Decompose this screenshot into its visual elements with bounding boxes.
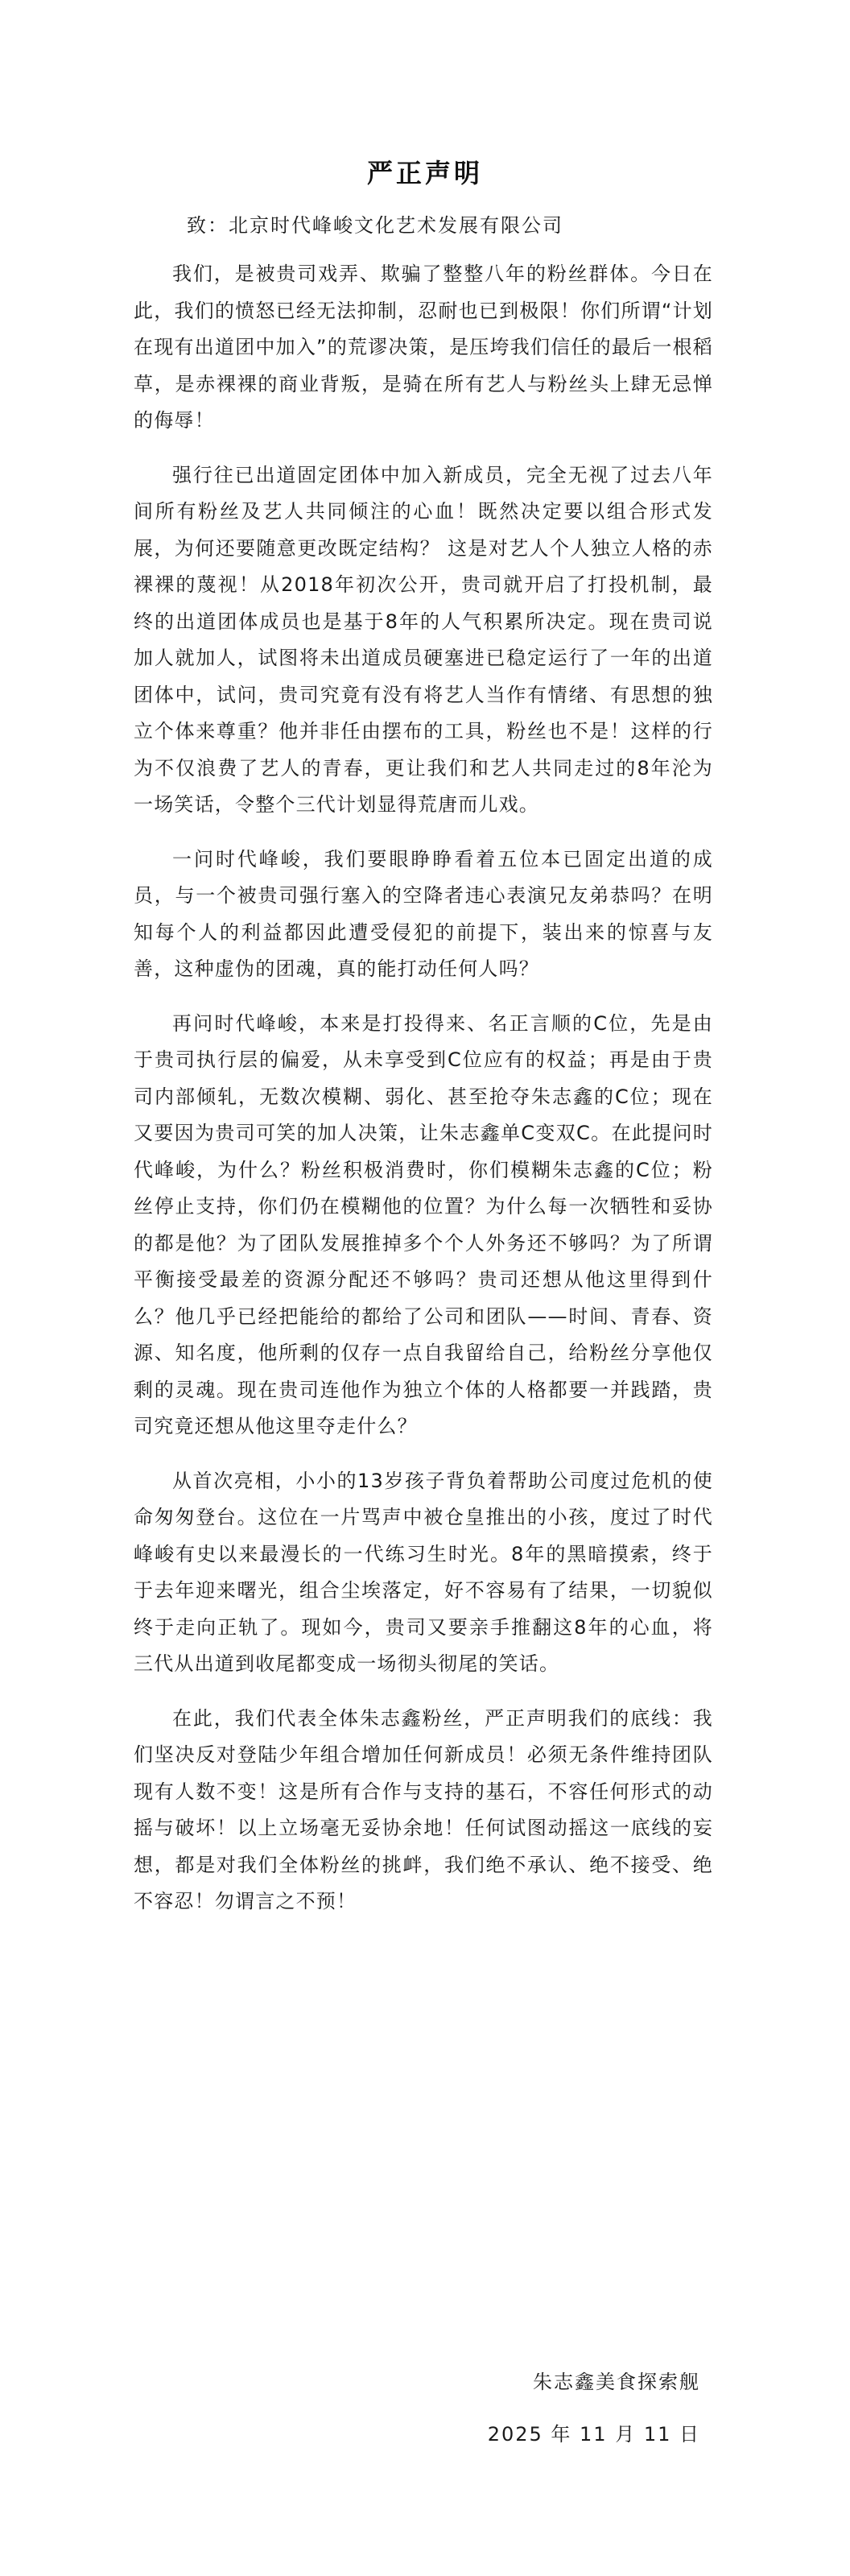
paragraph-2: 强行往已出道固定团体中加入新成员，完全无视了过去八年间所有粉丝及艺人共同倾注的心血！既然决定要以组合形式发展，为何还要随意更改既定结构？ 这是对艺人个人独立人格的赤裸裸的蔑视！从2018年初次公开，贵司就开启了打投机制，最终的出道团体成员也是基于8年的人气积累所决定。现在贵司说加人就加人，试图将未出道成员硬塞进已稳定运行了一年的出道团体中，试问，贵司究竟有没有将艺人当作有情绪、有思想的独立个体来尊重？他并非任由摆布的工具，粉丝也不是！这样的行为不仅浪费了艺人的青春，更让我们和艺人共同走过的8年沦为一场笑话，令整个三代计划显得荒唐而儿戏。 (134, 463, 713, 816)
paragraph-5: 从首次亮相，小小的13岁孩子背负着帮助公司度过危机的使命匆匆登台。这位在一片骂声中被仓皇推出的小孩，度过了时代峰峻有史以来最漫长的一代练习生时光。8年的黑暗摸索，终于于去年迎来曙光，组合尘埃落定，好不容易有了结果，一切貌似终于走向正轨了。现如今，贵司又要亲手推翻这8年的心血，将三代从出道到收尾都变成一场彻头彻尾的笑话。 (134, 1469, 713, 1675)
document-title: 严正声明 (366, 158, 483, 188)
paragraph-3: 一问时代峰峻，我们要眼睁睁看着五位本已固定出道的成员，与一个被贵司强行塞入的空降者违心表演兄友弟恭吗？在明知每个人的利益都因此遭受侵犯的前提下，装出来的惊喜与友善，这种虚伪的团魂，真的能打动任何人吗？ (134, 847, 713, 980)
addressee-line: 致：北京时代峰峻文化艺术发展有限公司 (187, 214, 563, 237)
statement-body (134, 256, 713, 1938)
paragraph-1: 我们，是被贵司戏弄、欺骗了整整八年的粉丝群体。今日在此，我们的愤怒已经无法抑制，忍耐也已到极限！你们所谓“计划在现有出道团中加入”的荒谬决策，是压垮我们信任的最后一根稻草，是赤裸裸的商业背叛，是骑在所有艺人与粉丝头上肆无忌惮的侮辱！ (134, 263, 713, 432)
statement-date: 2025 年 11 月 11 日 (487, 2423, 700, 2446)
signature: 朱志鑫美食探索舰 (533, 2371, 700, 2393)
paragraph-6: 在此，我们代表全体朱志鑫粉丝，严正声明我们的底线：我们坚决反对登陆少年组合增加任何新成员！必须无条件维持团队现有人数不变！这是所有合作与支持的基石，不容任何形式的动摇与破坏！以上立场毫无妥协余地！任何试图动摇这一底线的妄想，都是对我们全体粉丝的挑衅，我们绝不承认、绝不接受、绝不容忍！勿谓言之不预！ (134, 1706, 713, 1912)
paragraph-4: 再问时代峰峻，本来是打投得来、名正言顺的C位，先是由于贵司执行层的偏爱，从未享受到C位应有的权益；再是由于贵司内部倾轧，无数次模糊、弱化、甚至抢夺朱志鑫的C位；现在又要因为贵司可笑的加人决策，让朱志鑫单C变双C。在此提问时代峰峻，为什么？粉丝积极消费时，你们模糊朱志鑫的C位；粉丝停止支持，你们仍在模糊他的位置？为什么每一次牺牲和妥协的都是他？为了团队发展推掉多个个人外务还不够吗？为了所谓平衡接受最差的资源分配还不够吗？贵司还想从他这里得到什么？他几乎已经把能给的都给了公司和团队——时间、青春、资源、知名度，他所剩的仅存一点自我留给自己，给粉丝分享他仅剩的灵魂。现在贵司连他作为独立个体的人格都要一并践踏，贵司究竟还想从他这里夺走什么？ (134, 1011, 713, 1437)
